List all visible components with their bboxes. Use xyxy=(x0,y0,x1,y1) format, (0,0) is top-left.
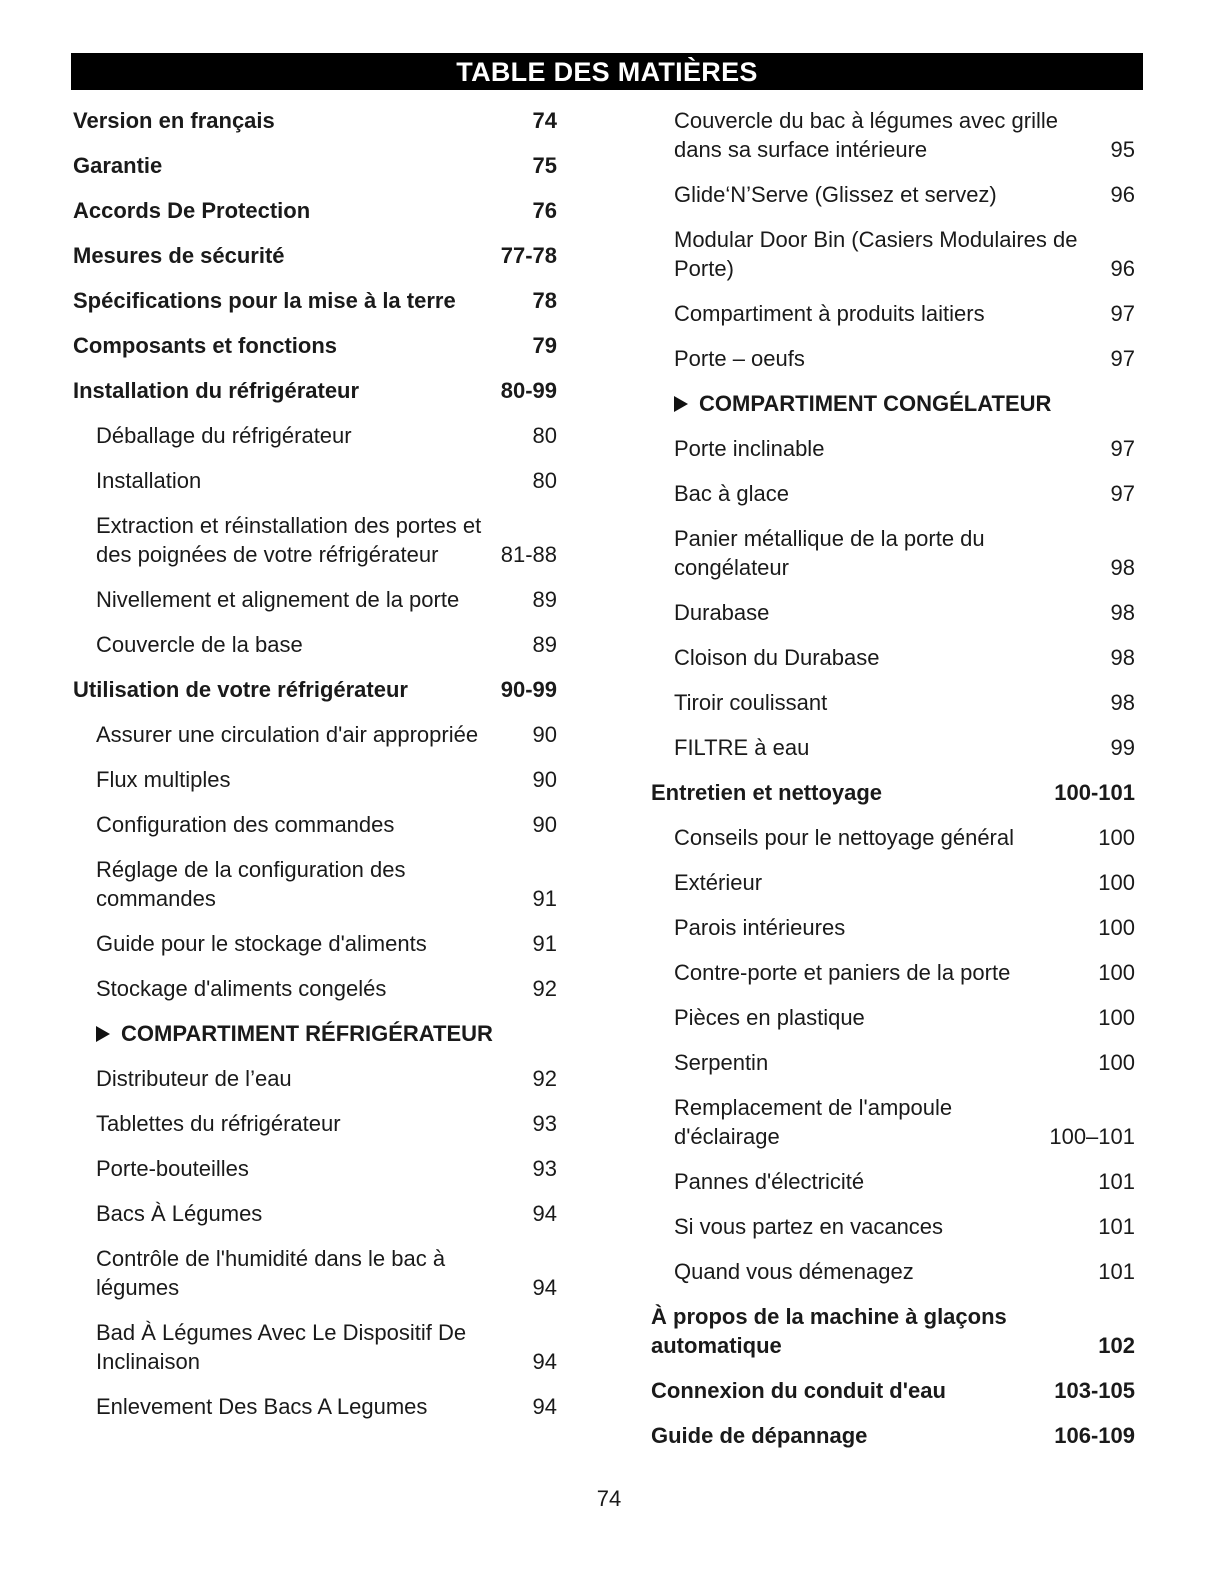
toc-sub-entry[interactable] xyxy=(73,802,557,847)
entry-label: Connexion du conduit d'eau xyxy=(651,1378,946,1403)
page-title: TABLE DES MATIÈRES xyxy=(71,53,1143,90)
entry-label: Installation du réfrigérateur xyxy=(73,378,360,403)
toc-sub-entry[interactable] xyxy=(73,1384,557,1429)
entry-page-number: 91 xyxy=(532,931,557,956)
entry-page-number: 101 xyxy=(1098,1169,1135,1194)
entry-label: Déballage du réfrigérateur xyxy=(96,423,352,448)
toc-sub-entry[interactable] xyxy=(651,635,1135,680)
toc-sub-entry[interactable] xyxy=(73,577,557,622)
entry-page-number: 100-101 xyxy=(1054,780,1135,805)
toc-main-entry[interactable] xyxy=(651,1294,1135,1368)
entry-label: Accords De Protection xyxy=(73,198,311,223)
toc-sub-entry[interactable] xyxy=(73,847,557,921)
toc-sub-entry[interactable] xyxy=(73,458,557,503)
entry-label: Installation xyxy=(96,468,202,493)
entry-page-number: 100 xyxy=(1098,1050,1135,1075)
entry-label: Modular Door Bin (Casiers Modulaires de Porte) xyxy=(674,227,1078,281)
entry-label: Bac à glace xyxy=(674,481,789,506)
entry-page-number: 100 xyxy=(1098,915,1135,940)
section-header xyxy=(651,381,1135,426)
entry-page-number: 91 xyxy=(532,886,557,911)
entry-page-number: 99 xyxy=(1110,735,1135,760)
entry-page-number: 90-99 xyxy=(500,677,557,702)
toc-main-entry[interactable] xyxy=(73,233,557,278)
toc-sub-entry[interactable] xyxy=(651,1040,1135,1085)
entry-label: Conseils pour le nettoyage général xyxy=(674,825,1015,850)
entry-label: Cloison du Durabase xyxy=(674,645,880,670)
entry-page-number: 75 xyxy=(532,153,557,178)
toc-main-entry[interactable] xyxy=(73,368,557,413)
section-header xyxy=(73,1011,557,1056)
entry-label: Contre-porte et paniers de la porte xyxy=(674,960,1011,985)
entry-page-number: 101 xyxy=(1098,1214,1135,1239)
entry-page-number: 103-105 xyxy=(1054,1378,1135,1403)
toc-main-entry[interactable] xyxy=(73,188,557,233)
entry-label: Pièces en plastique xyxy=(674,1005,865,1030)
entry-label: Distributeur de l’eau xyxy=(96,1066,292,1091)
entry-label: Tiroir coulissant xyxy=(674,690,828,715)
entry-label: Réglage de la configuration des commandes xyxy=(96,857,406,911)
entry-label: Bad À Légumes Avec Le Dispositif De Inclinaison xyxy=(96,1320,467,1374)
toc-sub-entry[interactable] xyxy=(651,860,1135,905)
entry-page-number: 97 xyxy=(1110,301,1135,326)
toc-sub-entry[interactable] xyxy=(651,516,1135,590)
entry-page-number: 79 xyxy=(532,333,557,358)
entry-label: Si vous partez en vacances xyxy=(674,1214,944,1239)
toc-left-column xyxy=(73,98,557,1429)
entry-label: Extraction et réinstallation des portes et des poignées de votre réfrigérateur xyxy=(96,513,482,567)
toc-main-entry[interactable] xyxy=(73,98,557,143)
toc-sub-entry[interactable] xyxy=(651,590,1135,635)
entry-label: Parois intérieures xyxy=(674,915,846,940)
entry-page-number: 94 xyxy=(532,1349,557,1374)
entry-label: Couvercle du bac à légumes avec grille dans sa surface intérieure xyxy=(674,108,1058,162)
entry-label: Compartiment à produits laitiers xyxy=(674,301,985,326)
entry-label: Porte – oeufs xyxy=(674,346,805,371)
entry-label: Composants et fonctions xyxy=(73,333,338,358)
entry-page-number: 106-109 xyxy=(1054,1423,1135,1448)
entry-page-number: 90 xyxy=(532,722,557,747)
toc-sub-entry[interactable] xyxy=(651,1249,1135,1294)
toc-sub-entry[interactable] xyxy=(651,725,1135,770)
entry-page-number: 93 xyxy=(532,1111,557,1136)
toc-sub-entry[interactable] xyxy=(651,1204,1135,1249)
toc-sub-entry[interactable] xyxy=(651,172,1135,217)
entry-label: Remplacement de l'ampoule d'éclairage xyxy=(674,1095,953,1149)
toc-main-entry[interactable] xyxy=(73,278,557,323)
entry-label: Serpentin xyxy=(674,1050,769,1075)
entry-page-number: 100–101 xyxy=(1049,1124,1135,1149)
toc-sub-entry[interactable] xyxy=(73,757,557,802)
entry-page-number: 94 xyxy=(532,1394,557,1419)
entry-page-number: 74 xyxy=(532,108,557,133)
entry-label: FILTRE à eau xyxy=(674,735,810,760)
entry-label: Pannes d'électricité xyxy=(674,1169,865,1194)
entry-label: Contrôle de l'humidité dans le bac à légumes xyxy=(96,1246,446,1300)
entry-page-number: 93 xyxy=(532,1156,557,1181)
entry-label: Panier métallique de la porte du congélateur xyxy=(674,526,985,580)
section-header-label: COMPARTIMENT CONGÉLATEUR xyxy=(699,391,1052,416)
toc-sub-entry[interactable] xyxy=(73,1146,557,1191)
entry-page-number: 78 xyxy=(532,288,557,313)
toc-sub-entry[interactable] xyxy=(73,1056,557,1101)
toc-sub-entry[interactable] xyxy=(73,1101,557,1146)
entry-label: Nivellement et alignement de la porte xyxy=(96,587,460,612)
toc-main-entry[interactable] xyxy=(73,323,557,368)
entry-label: Flux multiples xyxy=(96,767,231,792)
entry-page-number: 101 xyxy=(1098,1259,1135,1284)
entry-page-number: 94 xyxy=(532,1201,557,1226)
entry-page-number: 96 xyxy=(1110,256,1135,281)
entry-label: Mesures de sécurité xyxy=(73,243,285,268)
entry-page-number: 89 xyxy=(532,587,557,612)
entry-label: Couvercle de la base xyxy=(96,632,303,657)
entry-label: Version en français xyxy=(73,108,275,133)
toc-sub-entry[interactable] xyxy=(651,291,1135,336)
toc-sub-entry[interactable] xyxy=(651,471,1135,516)
entry-label: Guide de dépannage xyxy=(651,1423,868,1448)
toc-sub-entry[interactable] xyxy=(651,995,1135,1040)
toc-sub-entry[interactable] xyxy=(651,815,1135,860)
entry-label: Stockage d'aliments congelés xyxy=(96,976,387,1001)
entry-label: Entretien et nettoyage xyxy=(651,780,883,805)
entry-page-number: 100 xyxy=(1098,1005,1135,1030)
entry-page-number: 80 xyxy=(532,468,557,493)
toc-sub-entry[interactable] xyxy=(651,950,1135,995)
entry-page-number: 97 xyxy=(1110,481,1135,506)
entry-page-number: 92 xyxy=(532,1066,557,1091)
entry-label: Tablettes du réfrigérateur xyxy=(96,1111,341,1136)
entry-label: Garantie xyxy=(73,153,163,178)
entry-label: Porte inclinable xyxy=(674,436,825,461)
entry-page-number: 102 xyxy=(1098,1333,1135,1358)
toc-sub-entry[interactable] xyxy=(73,503,557,577)
entry-label: À propos de la machine à glaçons automatique xyxy=(651,1304,1007,1358)
entry-label: Assurer une circulation d'air appropriée xyxy=(96,722,479,747)
toc-sub-entry[interactable] xyxy=(651,217,1135,291)
entry-label: Extérieur xyxy=(674,870,763,895)
toc-main-entry[interactable] xyxy=(73,667,557,712)
entry-page-number: 77-78 xyxy=(500,243,557,268)
toc-sub-entry[interactable] xyxy=(651,336,1135,381)
entry-page-number: 97 xyxy=(1110,346,1135,371)
entry-page-number: 76 xyxy=(532,198,557,223)
entry-label: Guide pour le stockage d'aliments xyxy=(96,931,427,956)
entry-page-number: 100 xyxy=(1098,825,1135,850)
entry-label: Bacs À Légumes xyxy=(96,1201,263,1226)
toc-sub-entry[interactable] xyxy=(651,1085,1135,1159)
entry-page-number: 81-88 xyxy=(500,542,557,567)
toc-sub-entry[interactable] xyxy=(73,413,557,458)
toc-sub-entry[interactable] xyxy=(73,1191,557,1236)
toc-sub-entry[interactable] xyxy=(651,1159,1135,1204)
entry-page-number: 100 xyxy=(1098,960,1135,985)
entry-page-number: 97 xyxy=(1110,436,1135,461)
toc-sub-entry[interactable] xyxy=(73,966,557,1011)
entry-label: Porte-bouteilles xyxy=(96,1156,249,1181)
toc-sub-entry[interactable] xyxy=(73,1236,557,1310)
toc-main-entry[interactable] xyxy=(73,143,557,188)
entry-page-number: 80 xyxy=(532,423,557,448)
toc-sub-entry[interactable] xyxy=(73,622,557,667)
entry-label: Enlevement Des Bacs A Legumes xyxy=(96,1394,428,1419)
triangle-arrow-icon xyxy=(674,396,688,412)
toc-right-column xyxy=(651,98,1135,1458)
toc-sub-entry[interactable] xyxy=(73,712,557,757)
toc-sub-entry[interactable] xyxy=(73,921,557,966)
page-number: 74 xyxy=(596,1486,622,1511)
entry-page-number: 100 xyxy=(1098,870,1135,895)
entry-label: Configuration des commandes xyxy=(96,812,395,837)
entry-page-number: 92 xyxy=(532,976,557,1001)
triangle-arrow-icon xyxy=(96,1026,110,1042)
toc-main-entry[interactable] xyxy=(651,770,1135,815)
entry-label: Utilisation de votre réfrigérateur xyxy=(73,677,408,702)
entry-page-number: 98 xyxy=(1110,690,1135,715)
toc-main-entry[interactable] xyxy=(651,1413,1135,1458)
entry-label: Quand vous démenagez xyxy=(674,1259,914,1284)
entry-page-number: 90 xyxy=(532,812,557,837)
toc-sub-entry[interactable] xyxy=(651,680,1135,725)
entry-page-number: 80-99 xyxy=(500,378,557,403)
entry-page-number: 98 xyxy=(1110,600,1135,625)
entry-label: Glide‘N’Serve (Glissez et servez) xyxy=(674,182,997,207)
entry-label: Durabase xyxy=(674,600,770,625)
entry-page-number: 94 xyxy=(532,1275,557,1300)
entry-page-number: 95 xyxy=(1110,137,1135,162)
entry-page-number: 98 xyxy=(1110,645,1135,670)
entry-page-number: 98 xyxy=(1110,555,1135,580)
toc-sub-entry[interactable] xyxy=(651,426,1135,471)
section-header-label: COMPARTIMENT RÉFRIGÉRATEUR xyxy=(121,1021,493,1046)
toc-sub-entry[interactable] xyxy=(73,1310,557,1384)
entry-page-number: 90 xyxy=(532,767,557,792)
toc-sub-entry[interactable] xyxy=(651,98,1135,172)
toc-main-entry[interactable] xyxy=(651,1368,1135,1413)
entry-label: Spécifications pour la mise à la terre xyxy=(73,288,456,313)
toc-sub-entry[interactable] xyxy=(651,905,1135,950)
entry-page-number: 96 xyxy=(1110,182,1135,207)
entry-page-number: 89 xyxy=(532,632,557,657)
